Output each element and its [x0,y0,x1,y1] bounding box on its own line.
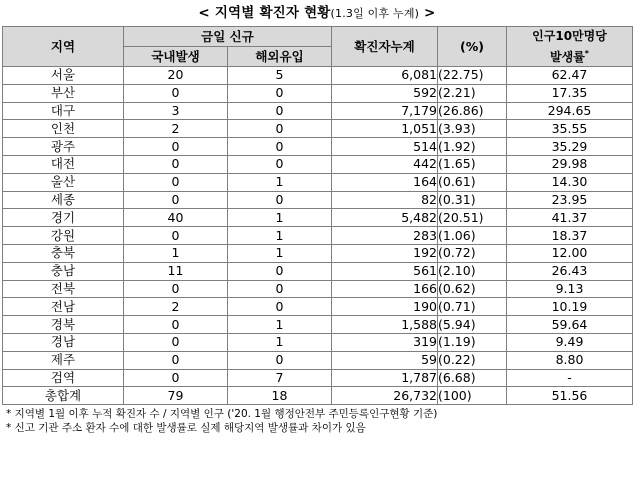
title-main: < 지역별 확진자 현황 [198,5,331,21]
cell-region: 충북 [3,244,124,262]
cell-region: 부산 [3,84,124,102]
cell-rate: 8.80 [507,351,633,369]
cell-percent: (0.71) [438,298,507,316]
cell-domestic: 0 [124,333,228,351]
cell-overseas: 0 [228,191,332,209]
footnote-2: * 신고 기관 주소 환자 수에 대한 발생률로 실제 해당지역 발생률과 차이가 있음 [6,422,366,435]
cell-cumulative: 7,179 [332,102,438,120]
cell-percent: (2.10) [438,262,507,280]
cell-domestic: 0 [124,351,228,369]
table-row [3,138,633,156]
cell-percent: (100) [438,387,507,405]
cell-overseas: 1 [228,316,332,334]
cell-rate: 294.65 [507,102,633,120]
footnote-1: * 지역별 1월 이후 누적 확진자 수 / 지역별 인구 ('20. 1월 행정안전부 주민등록인구현황 기준) [6,408,438,421]
cell-cumulative: 6,081 [332,67,438,85]
cell-rate: 62.47 [507,67,633,85]
cell-overseas: 0 [228,138,332,156]
cell-rate: 35.55 [507,120,633,138]
cell-region: 경북 [3,316,124,334]
table-body [3,67,633,405]
cell-region: 경기 [3,209,124,227]
cell-rate: 18.37 [507,227,633,245]
cell-domestic: 20 [124,67,228,85]
cell-percent: (0.61) [438,173,507,191]
cell-cumulative: 26,732 [332,387,438,405]
table-row [3,227,633,245]
cell-rate: 9.49 [507,333,633,351]
cell-domestic: 0 [124,84,228,102]
table-row [3,298,633,316]
cell-overseas: 0 [228,155,332,173]
cell-percent: (26.86) [438,102,507,120]
header-percent: (%) [438,27,507,67]
cell-overseas: 18 [228,387,332,405]
cell-region: 검역 [3,369,124,387]
cell-domestic: 0 [124,369,228,387]
cell-domestic: 0 [124,316,228,334]
cell-cumulative: 5,482 [332,209,438,227]
cell-cumulative: 561 [332,262,438,280]
header-rate-line1: 인구10만명당 [532,29,607,43]
cell-percent: (0.72) [438,244,507,262]
cell-overseas: 1 [228,209,332,227]
cell-cumulative: 59 [332,351,438,369]
cell-rate: 23.95 [507,191,633,209]
cell-region: 세종 [3,191,124,209]
cell-domestic: 0 [124,155,228,173]
cell-percent: (0.62) [438,280,507,298]
cell-cumulative: 319 [332,333,438,351]
cell-cumulative: 190 [332,298,438,316]
cell-domestic: 0 [124,138,228,156]
cell-overseas: 0 [228,84,332,102]
cell-rate: 9.13 [507,280,633,298]
cell-rate: 17.35 [507,84,633,102]
cell-cumulative: 592 [332,84,438,102]
cell-region: 인천 [3,120,124,138]
total-row [3,387,633,405]
cell-rate: 41.37 [507,209,633,227]
cell-percent: (1.06) [438,227,507,245]
cell-cumulative: 164 [332,173,438,191]
cell-region: 광주 [3,138,124,156]
cell-domestic: 0 [124,227,228,245]
cell-domestic: 79 [124,387,228,405]
header-domestic: 국내발생 [124,47,228,67]
cell-region: 경남 [3,333,124,351]
cell-overseas: 0 [228,298,332,316]
cell-rate: 26.43 [507,262,633,280]
table-row [3,102,633,120]
cell-rate: 12.00 [507,244,633,262]
cell-overseas: 0 [228,280,332,298]
cell-cumulative: 514 [332,138,438,156]
cell-cumulative: 283 [332,227,438,245]
cell-domestic: 0 [124,191,228,209]
cell-domestic: 3 [124,102,228,120]
cell-cumulative: 192 [332,244,438,262]
header-cumulative: 확진자누계 [332,27,438,67]
title-subtitle: (1.3일 이후 누계) [330,7,420,20]
cell-percent: (5.94) [438,316,507,334]
table-row [3,173,633,191]
cell-rate: 10.19 [507,298,633,316]
table-row [3,155,633,173]
cell-rate: 59.64 [507,316,633,334]
cell-cumulative: 82 [332,191,438,209]
table-row [3,209,633,227]
table-row [3,191,633,209]
cell-overseas: 0 [228,262,332,280]
cell-overseas: 1 [228,173,332,191]
cell-overseas: 0 [228,351,332,369]
cell-domestic: 2 [124,298,228,316]
table-row [3,120,633,138]
cell-overseas: 1 [228,244,332,262]
cell-region: 충남 [3,262,124,280]
cell-region: 총합계 [3,387,124,405]
cell-region: 서울 [3,67,124,85]
cell-domestic: 0 [124,280,228,298]
cell-region: 전남 [3,298,124,316]
cell-cumulative: 1,051 [332,120,438,138]
cell-region: 전북 [3,280,124,298]
cell-region: 제주 [3,351,124,369]
cell-percent: (3.93) [438,120,507,138]
title-end: > [419,5,436,21]
cell-rate: 51.56 [507,387,633,405]
header-region: 지역 [3,27,124,67]
table-row [3,280,633,298]
cell-cumulative: 442 [332,155,438,173]
table-row [3,67,633,85]
cell-domestic: 11 [124,262,228,280]
cell-rate: 35.29 [507,138,633,156]
table-row [3,351,633,369]
header-overseas: 해외유입 [228,47,332,67]
table-row [3,316,633,334]
cell-overseas: 0 [228,102,332,120]
cell-rate: 29.98 [507,155,633,173]
footnotes [6,407,634,435]
header-rate-mark: * [584,49,589,58]
table-row [3,333,633,351]
cell-overseas: 5 [228,67,332,85]
cell-percent: (6.68) [438,369,507,387]
cell-domestic: 1 [124,244,228,262]
cell-percent: (1.65) [438,155,507,173]
cell-cumulative: 1,588 [332,316,438,334]
cell-percent: (20.51) [438,209,507,227]
cell-rate: - [507,369,633,387]
region-case-table [2,26,633,405]
cell-percent: (0.31) [438,191,507,209]
cell-cumulative: 166 [332,280,438,298]
table-row [3,84,633,102]
cell-overseas: 1 [228,227,332,245]
cell-percent: (1.19) [438,333,507,351]
cell-region: 울산 [3,173,124,191]
cell-percent: (1.92) [438,138,507,156]
cell-overseas: 1 [228,333,332,351]
cell-cumulative: 1,787 [332,369,438,387]
cell-overseas: 7 [228,369,332,387]
cell-region: 대전 [3,155,124,173]
table-row [3,369,633,387]
cell-percent: (2.21) [438,84,507,102]
table-row [3,262,633,280]
cell-rate: 14.30 [507,173,633,191]
cell-region: 강원 [3,227,124,245]
cell-domestic: 40 [124,209,228,227]
cell-domestic: 0 [124,173,228,191]
header-new-today: 금일 신규 [124,27,332,47]
cell-overseas: 0 [228,120,332,138]
table-title [0,0,634,26]
cell-region: 대구 [3,102,124,120]
cell-percent: (22.75) [438,67,507,85]
header-rate [507,27,633,67]
cell-percent: (0.22) [438,351,507,369]
cell-domestic: 2 [124,120,228,138]
header-rate-line2: 발생률* [550,49,589,64]
table-row [3,244,633,262]
